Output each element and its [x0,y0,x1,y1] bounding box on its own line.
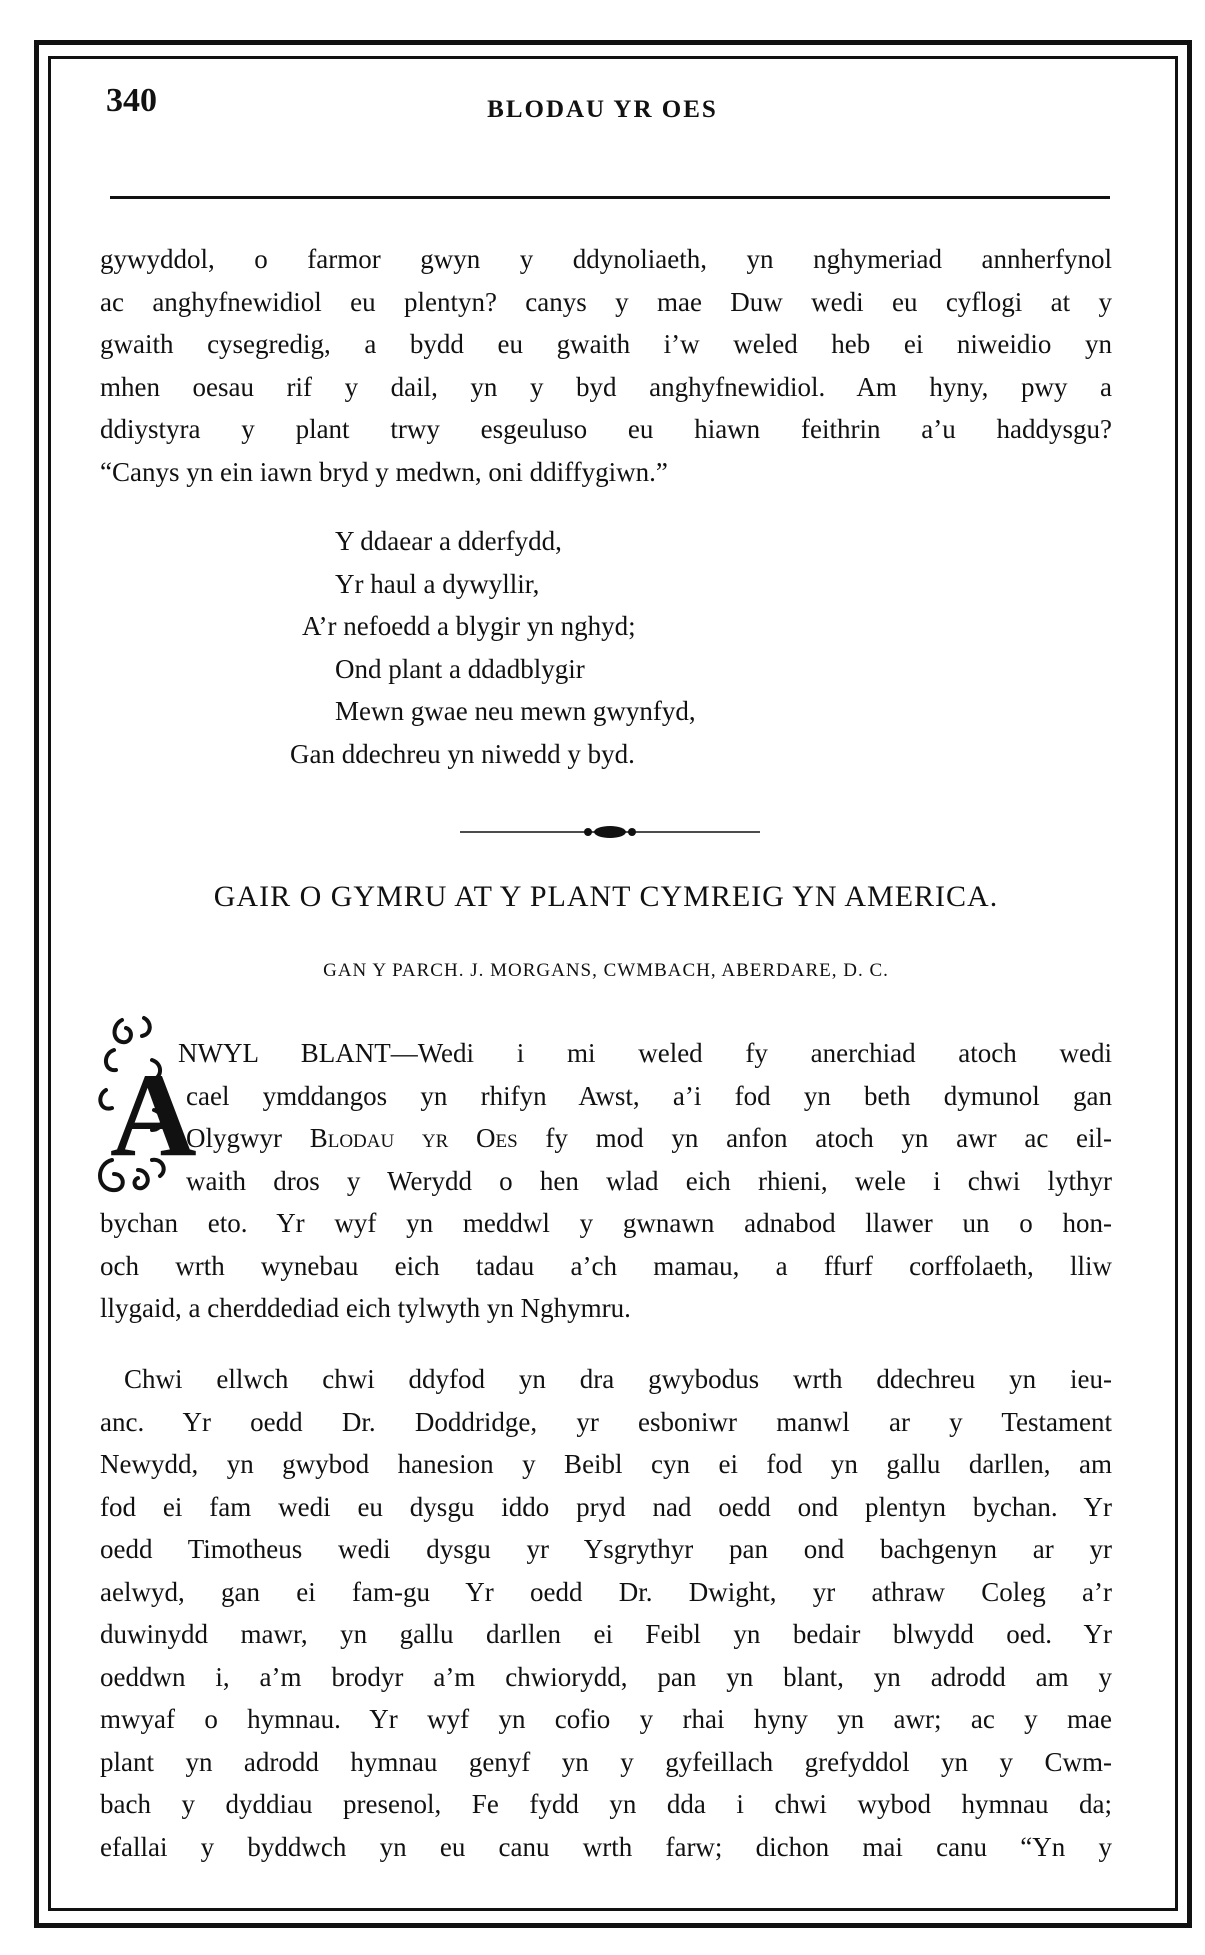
section-ornament [460,824,760,840]
header-rule [110,196,1110,199]
text-run: Olygwyr [186,1123,310,1153]
text-line: ac anghyfnewidiol eu plentyn? canys y mae Duw wedi eu cyflogi at y [100,286,1112,317]
text-line: fod ei fam wedi eu dysgu iddo pryd nad oedd ond plentyn bychan. Yr [100,1491,1112,1522]
text-run: —Wedi i mi weled fy anerchiad atoch wedi [390,1038,1112,1068]
poem-line: Ond plant a ddadblygir [335,653,585,684]
text-line: efallai y byddwch yn eu canu wrth farw; dichon mai canu “Yn y [100,1831,1112,1862]
poem-line: Gan ddechreu yn niwedd y byd. [290,738,635,769]
text-line: oedd Timotheus wedi dysgu yr Ysgrythyr pan ond bachgenyn ar yr [100,1534,1112,1564]
text-line: Newydd, yn gwybod hanesion y Beibl cyn ei fod yn gallu darllen, am [100,1449,1112,1479]
running-title: BLODAU YR OES [487,96,718,123]
text-line: ddiystyra y plant trwy esgeuluso eu hiawn feithrin a’u haddysgu? [100,414,1112,444]
text-line: mhen oesau rif y dail, yn y byd anghyfnewidiol. Am hyny, pwy a [100,371,1112,402]
text-line [178,1032,1112,1075]
text-line [186,1117,1112,1160]
text-line: anc. Yr oedd Dr. Doddridge, yr esboniwr manwl ar y Testament [100,1406,1112,1437]
opening-paragraph [100,238,1112,493]
text-line: cael ymddangos yn rhifyn Awst, a’i fod yn beth dymunol gan [186,1080,1112,1111]
text-line: plant yn adrodd hymnau genyf yn y gyfeillach grefyddol yn y Cwm- [100,1746,1112,1777]
article-byline: GAN Y PARCH. J. MORGANS, CWMBACH, ABERDARE, D. C. [323,960,889,981]
salutation: NWYL BLANT [178,1038,391,1068]
text-line: och wrth wynebau eich tadau a’ch mamau, a ffurf corffolaeth, lliw [100,1250,1112,1281]
poem-stanza [290,520,696,775]
text-line: gwaith cysegredig, a bydd eu gwaith i’w weled heb ei niweidio yn [100,329,1112,359]
text-line: waith dros y Werydd o hen wlad eich rhieni, wele i chwi lythyr [186,1165,1112,1196]
poem-line: Y ddaear a dderfydd, [335,526,562,556]
magazine-name: Blodau yr Oes [309,1123,518,1153]
text-run: fy mod yn anfon atoch yn awr ac eil- [517,1123,1112,1153]
drop-cap-letter: A [110,1048,197,1181]
page-number: 340 [106,82,157,119]
poem-line: Mewn gwae neu mewn gwynfyd, [335,696,696,726]
poem-line: Yr haul a dywyllir, [335,568,540,599]
article-second-paragraph [100,1358,1112,1868]
text-line: bach y dyddiau presenol, Fe fydd yn dda i chwi wybod hymnau da; [100,1789,1112,1819]
text-line: bychan eto. Yr wyf yn meddwl y gwnawn adnabod llawer un o hon- [100,1208,1112,1238]
text-line: mwyaf o hymnau. Yr wyf yn cofio y rhai hyny yn awr; ac y mae [100,1704,1112,1734]
text-line: “Canys yn ein iawn bryd y medwn, oni ddiffygiwn.” [100,456,668,487]
text-line: Chwi ellwch chwi ddyfod yn dra gwybodus wrth ddechreu yn ieu- [124,1364,1112,1394]
text-line: duwinydd mawr, yn gallu darllen ei Feibl yn bedair blwydd oed. Yr [100,1619,1112,1649]
poem-line: A’r nefoedd a blygir yn nghyd; [302,611,636,641]
article-title: GAIR O GYMRU AT Y PLANT CYMREIG YN AMERICA. [213,880,999,913]
article-first-paragraph [100,1032,1112,1330]
text-line: oeddwn i, a’m brodyr a’m chwiorydd, pan yn blant, yn adrodd am y [100,1661,1112,1692]
text-line: aelwyd, gan ei fam-gu Yr oedd Dr. Dwight, yr athraw Coleg a’r [100,1576,1112,1607]
text-line: gywyddol, o farmor gwyn y ddynoliaeth, yn nghymeriad annherfynol [100,244,1112,274]
text-line: llygaid, a cherddediad eich tylwyth yn Nghymru. [100,1293,631,1323]
